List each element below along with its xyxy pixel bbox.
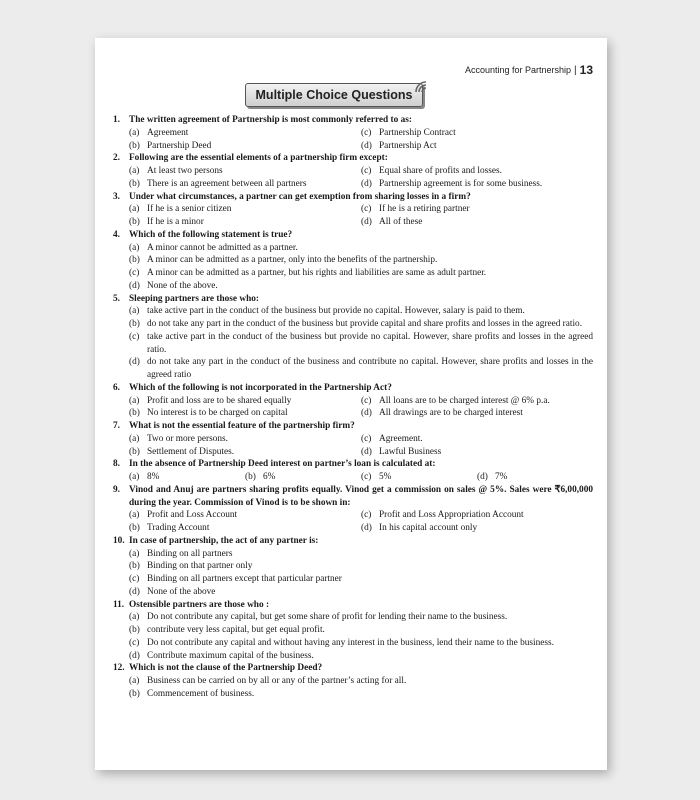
question-number: 6.	[113, 382, 120, 393]
option-text: contribute very less capital, but get equal profit.	[147, 625, 325, 635]
question-text: What is not the essential feature of the partnership firm?	[129, 421, 355, 431]
question-text: In case of partnership, the act of any partner is:	[129, 535, 319, 546]
option	[361, 178, 593, 191]
option-letter: (b)	[129, 178, 140, 189]
option-text: Trading Account	[147, 523, 210, 533]
question-text: Which of the following is not incorporated in the Partnership Act?	[129, 382, 392, 393]
option	[129, 305, 593, 318]
option-letter: (d)	[361, 408, 372, 419]
option	[361, 471, 477, 484]
question-7	[113, 420, 593, 458]
option	[129, 637, 593, 650]
option	[129, 216, 361, 229]
option-letter: (a)	[129, 548, 140, 559]
option-text: Partnership Deed	[147, 140, 212, 151]
option	[361, 140, 593, 153]
option	[129, 165, 361, 178]
option-letter: (d)	[129, 357, 140, 368]
option	[361, 395, 593, 408]
question-number: 5.	[113, 293, 120, 304]
option-letter: (a)	[129, 242, 140, 253]
option	[129, 280, 593, 293]
option-letter: (c)	[361, 472, 372, 482]
option	[361, 127, 593, 140]
question-text: Ostensible partners are those who :	[129, 599, 270, 610]
option-letter: (b)	[129, 561, 140, 572]
option-letter: (b)	[129, 688, 140, 699]
option	[129, 586, 593, 599]
option-text: Profit and loss are to be shared equally	[147, 395, 292, 406]
option-text: No interest is to be charged on capital	[147, 408, 288, 419]
running-header	[465, 63, 593, 77]
option-letter: (c)	[361, 510, 372, 521]
option-text: Settlement of Disputes.	[147, 446, 235, 457]
option-text: Contribute maximum capital of the business.	[147, 650, 314, 661]
option-text: Binding on all partners	[147, 548, 233, 559]
option-text: take active part in the conduct of the business but provide no capital. However, salary is paid to them.	[147, 306, 525, 317]
option	[129, 446, 361, 459]
question-10	[113, 535, 593, 599]
option-letter: (c)	[361, 166, 372, 176]
option-text: Commencement of business.	[147, 688, 255, 699]
option	[129, 573, 593, 586]
book-title: Accounting for Partnership	[464, 65, 572, 75]
option	[129, 356, 593, 382]
option-letter: (a)	[129, 433, 140, 444]
question-9	[113, 484, 593, 535]
signal-waves-icon	[413, 79, 429, 95]
option-text: Partnership Act	[379, 140, 437, 151]
question-list	[113, 114, 593, 701]
question-number: 8.	[113, 459, 120, 470]
option-text: Partnership Contract	[379, 127, 456, 138]
option	[245, 471, 361, 484]
question-number: 4.	[113, 229, 120, 240]
question-text: Which of the following statement is true?	[129, 229, 293, 240]
option	[361, 446, 593, 459]
option	[129, 254, 593, 267]
option-text: 6%	[263, 472, 276, 482]
option	[361, 407, 593, 420]
option	[129, 267, 593, 280]
question-number: 7.	[113, 421, 120, 431]
option-text: Profit and Loss Account	[147, 510, 238, 521]
option-letter: (c)	[129, 331, 140, 342]
option-text: take active part in the conduct of the business but provide no capital. However, share profits and losses in the agreed ratio.	[147, 331, 593, 355]
option	[129, 178, 361, 191]
option-text: 8%	[147, 472, 160, 482]
option-text: Business can be carried on by all or any of the partner’s acting for all.	[147, 676, 407, 686]
option	[129, 688, 593, 701]
option-letter: (c)	[361, 204, 372, 215]
option	[129, 624, 593, 637]
question-text: Which is not the clause of the Partnership Deed?	[129, 663, 323, 674]
option-letter: (b)	[245, 472, 256, 482]
question-text: Under what circumstances, a partner can get exemption from sharing losses in a firm?	[129, 191, 471, 202]
question-1	[113, 114, 593, 152]
option-letter: (d)	[361, 178, 372, 189]
option-letter: (c)	[361, 433, 372, 444]
option-letter: (b)	[129, 255, 140, 266]
option-letter: (a)	[129, 472, 140, 482]
option-letter: (d)	[129, 650, 140, 661]
section-banner	[245, 83, 425, 111]
question-2	[113, 152, 593, 190]
header-separator: |	[574, 64, 577, 76]
option-text: 7%	[495, 472, 508, 482]
book-page	[95, 38, 607, 770]
option	[361, 433, 593, 446]
option-text: A minor can be admitted as a partner, but his rights and liabilities are same as adult partner.	[147, 268, 487, 278]
option	[129, 433, 361, 446]
option	[361, 203, 593, 216]
option-text: Two or more persons.	[147, 433, 228, 444]
option-text: Lawful Business	[379, 446, 442, 457]
option-letter: (b)	[129, 523, 140, 533]
option	[361, 522, 593, 535]
question-number: 1.	[113, 115, 120, 125]
option-text: Profit and Loss Appropriation Account	[379, 510, 524, 521]
option-letter: (d)	[129, 586, 140, 597]
question-11	[113, 599, 593, 663]
option-text: do not take any part in the conduct of the business and contribute no capital. However, share profits and losses in the agreed ratio	[147, 357, 593, 380]
option	[129, 675, 593, 688]
option-letter: (d)	[361, 217, 372, 227]
option-text: In his capital account only	[379, 523, 478, 533]
option	[129, 127, 361, 140]
option	[129, 509, 361, 522]
option-text: There is an agreement between all partners	[147, 178, 307, 189]
option-text: All loans are to be charged interest @ 6% p.a.	[379, 395, 550, 406]
option-text: Binding on that partner only	[147, 561, 253, 572]
option-letter: (c)	[129, 637, 140, 648]
option-text: Agreement	[147, 127, 189, 138]
option-letter: (b)	[129, 319, 140, 329]
option-letter: (b)	[129, 446, 140, 457]
option-text: A minor can be admitted as a partner, only into the benefits of the partnership.	[147, 255, 438, 266]
option-text: Agreement.	[379, 433, 423, 444]
option	[129, 522, 361, 535]
option-letter: (b)	[129, 140, 140, 151]
option-letter: (c)	[361, 395, 372, 406]
question-text: In the absence of Partnership Deed interest on partner’s loan is calculated at:	[129, 459, 436, 470]
question-number: 3.	[113, 191, 120, 202]
option	[129, 331, 593, 357]
option	[361, 165, 593, 178]
option-letter: (a)	[129, 306, 140, 317]
option	[129, 140, 361, 153]
option	[129, 650, 593, 663]
question-4	[113, 229, 593, 293]
option-text: Do not contribute any capital, but get some share of profit for lending their name to the business.	[147, 612, 508, 623]
option	[129, 560, 593, 573]
option	[129, 548, 593, 561]
option-letter: (d)	[129, 280, 140, 291]
question-number: 10.	[113, 535, 125, 546]
option-letter: (d)	[361, 523, 372, 533]
question-12	[113, 662, 593, 700]
option-text: A minor cannot be admitted as a partner.	[147, 242, 298, 253]
option	[129, 471, 245, 484]
option-letter: (a)	[129, 395, 140, 406]
option	[477, 471, 593, 484]
question-6	[113, 382, 593, 420]
question-8	[113, 458, 593, 484]
question-text: The written agreement of Partnership is most commonly referred to as:	[129, 115, 412, 125]
option-letter: (a)	[129, 612, 140, 623]
option-text: Equal share of profits and losses.	[379, 166, 502, 176]
question-number: 2.	[113, 153, 120, 164]
option	[129, 203, 361, 216]
option	[361, 509, 593, 522]
option	[129, 611, 593, 624]
option-letter: (a)	[129, 204, 140, 215]
option-letter: (c)	[129, 268, 140, 278]
page-number: 13	[579, 63, 593, 77]
option-text: If he is a senior citizen	[147, 204, 232, 215]
option	[361, 216, 593, 229]
option-letter: (c)	[129, 574, 140, 584]
question-5	[113, 293, 593, 382]
option	[129, 318, 593, 331]
option-letter: (a)	[129, 676, 140, 686]
question-3	[113, 191, 593, 229]
option-letter: (b)	[129, 217, 140, 227]
option-text: All of these	[379, 217, 423, 227]
question-number: 9.	[113, 484, 120, 495]
question-text: Vinod and Anuj are partners sharing profits equally. Vinod get a commission on sales @ 5%. Sales were ₹6,00,000 during the year. Commission of Vinod is to be shown in:	[129, 484, 593, 508]
option-text: Do not contribute any capital and without having any interest in the business, lend their name to the business.	[147, 637, 554, 648]
option-text: None of the above	[147, 586, 216, 597]
option-letter: (a)	[129, 510, 140, 521]
question-text: Following are the essential elements of a partnership firm except:	[129, 153, 388, 164]
option-letter: (b)	[129, 408, 140, 419]
option	[129, 407, 361, 420]
option-letter: (b)	[129, 625, 140, 635]
option-text: If he is a minor	[147, 217, 204, 227]
option-text: None of the above.	[147, 280, 218, 291]
option-text: Partnership agreement is for some business.	[379, 178, 543, 189]
question-number: 12.	[113, 663, 125, 674]
option-letter: (d)	[477, 472, 488, 482]
option-letter: (d)	[361, 446, 372, 457]
option-letter: (d)	[361, 140, 372, 151]
option-text: All drawings are to be charged interest	[379, 408, 523, 419]
question-text: Sleeping partners are those who:	[129, 293, 259, 304]
option-letter: (a)	[129, 166, 140, 176]
option-text: Binding on all partners except that particular partner	[147, 574, 342, 584]
option-text: 5%	[379, 472, 392, 482]
option-text: At least two persons	[147, 166, 223, 176]
question-number: 11.	[113, 599, 125, 610]
option-text: do not take any part in the conduct of the business but provide capital and share profits and losses in the agreed ratio.	[147, 319, 583, 329]
option-text: If he is a retiring partner	[379, 204, 470, 215]
option-letter: (a)	[129, 127, 140, 138]
option	[129, 395, 361, 408]
section-title: Multiple Choice Questions	[245, 83, 423, 107]
option-letter: (c)	[361, 127, 372, 138]
option	[129, 242, 593, 255]
